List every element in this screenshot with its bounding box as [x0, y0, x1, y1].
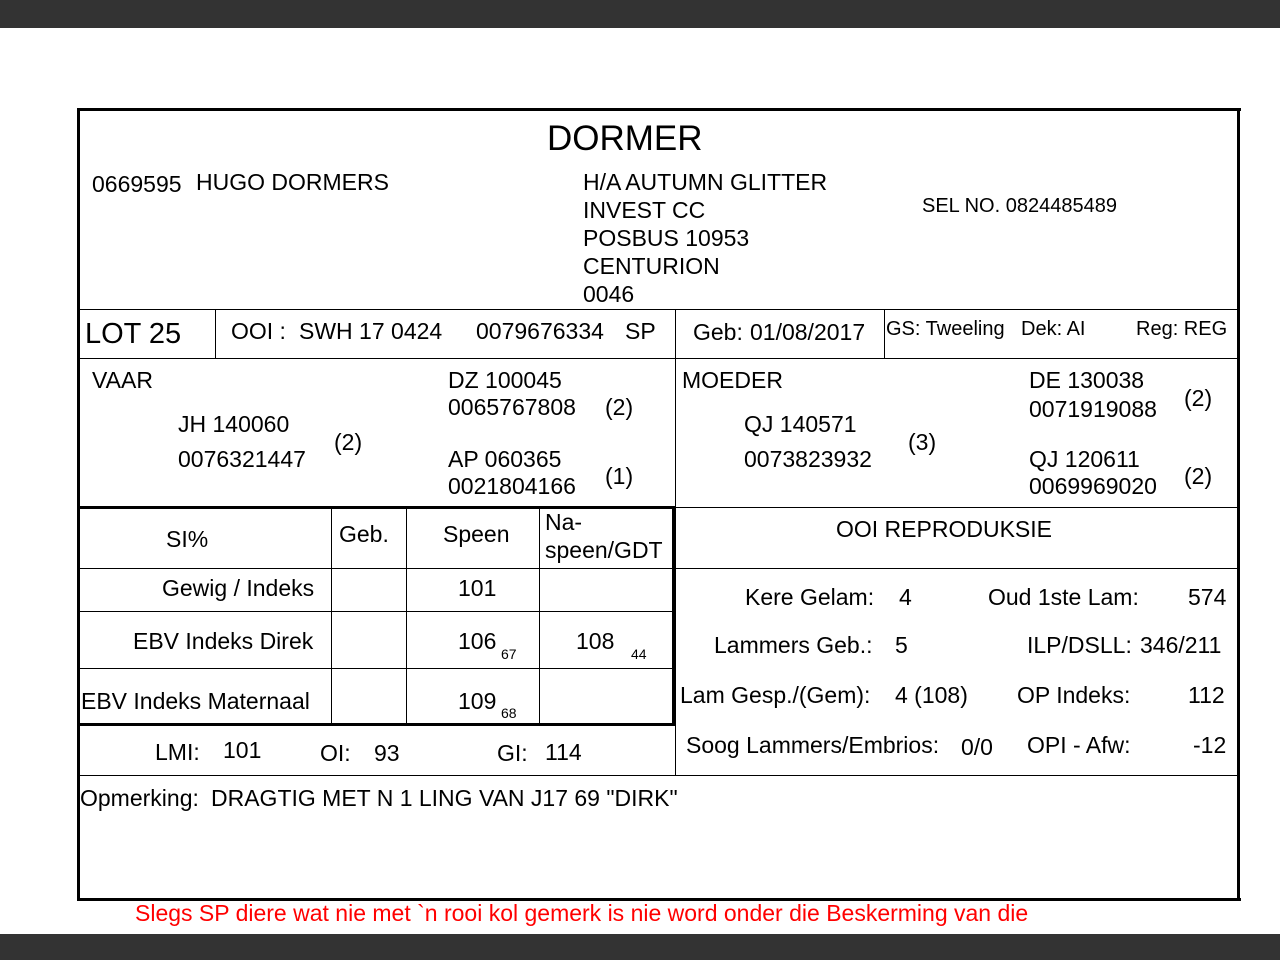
si-row-1-speen: 101	[458, 575, 497, 601]
lam-gesp-label: Lam Gesp./(Gem):	[680, 682, 871, 708]
lam-gesp-value: 4 (108)	[895, 682, 968, 708]
sire-sire-id: DZ 100045	[448, 367, 562, 393]
rule-lot-bottom	[78, 358, 1238, 359]
si-header-speen: Speen	[443, 521, 510, 547]
opi-label: OPI - Afw:	[1027, 732, 1131, 758]
sire-dam-count: (1)	[605, 463, 634, 489]
si-header-naspeen-2: speen/GDT	[545, 537, 663, 563]
owner-line-1: H/A AUTUMN GLITTER	[583, 169, 828, 195]
rule-si-table-right	[672, 506, 675, 726]
dam-dam-count: (2)	[1184, 463, 1213, 489]
phone-number: SEL NO. 0824485489	[922, 195, 1117, 217]
si-row-3-label: EBV Indeks Maternaal	[81, 688, 310, 714]
born-label: Geb:	[693, 319, 743, 345]
si-row-2-speen: 106	[458, 628, 497, 654]
owner-line-4: CENTURION	[583, 253, 720, 279]
si-header-geb: Geb.	[339, 521, 389, 547]
rule-indices-bottom	[78, 775, 1238, 776]
ewe-class: SP	[625, 318, 656, 344]
ewe-id: SWH 17 0424	[299, 318, 443, 344]
rule-si-col-naspeen	[539, 507, 540, 724]
si-row-2-label: EBV Indeks Direk	[133, 628, 314, 654]
dam-count: (3)	[908, 429, 937, 455]
rule-header-bottom	[78, 309, 1238, 310]
ewe-reg-no: 0079676334	[476, 318, 604, 344]
owner-line-3: POSBUS 10953	[583, 225, 750, 251]
rule-si-row2-bottom	[78, 668, 675, 669]
rule-si-col-speen	[406, 507, 407, 724]
lammers-geb-label: Lammers Geb.:	[714, 632, 873, 658]
lmi-value: 101	[223, 737, 262, 763]
remark-text: DRAGTIG MET N 1 LING VAN J17 69 "DIRK"	[211, 785, 678, 811]
oud-value: 574	[1188, 584, 1227, 610]
rule-pedigree-bottom-right	[675, 507, 1238, 508]
rule-repro-header-bottom	[675, 568, 1238, 569]
kere-gelam-label: Kere Gelam:	[745, 584, 875, 610]
rule-pedigree-bottom-left	[78, 506, 675, 509]
opi-value: -12	[1193, 732, 1227, 758]
sire-count: (2)	[334, 429, 363, 455]
card-right-border	[1237, 108, 1240, 901]
status-dek: Dek: AI	[1021, 318, 1086, 340]
op-value: 112	[1188, 682, 1225, 708]
sire-dam-id: AP 060365	[448, 446, 562, 472]
si-row-2-naspeen-accuracy: 44	[631, 646, 647, 662]
owner-line-2: INVEST CC	[583, 197, 706, 223]
lmi-label: LMI:	[155, 739, 200, 765]
dam-sire-id: DE 130038	[1029, 367, 1145, 393]
rule-center-divider	[675, 309, 676, 775]
rule-status-divider	[884, 309, 885, 358]
si-row-1-label: Gewig / Indeks	[162, 575, 315, 601]
born-date: 01/08/2017	[750, 319, 866, 345]
card-left-border	[77, 108, 80, 901]
breeder-number: 0669595	[92, 171, 182, 197]
ilp-label: ILP/DSLL:	[1027, 632, 1132, 658]
si-row-3-speen: 109	[458, 688, 497, 714]
card-top-border	[77, 108, 1241, 111]
lammers-geb-value: 5	[895, 632, 908, 658]
sire-sire-count: (2)	[605, 394, 634, 420]
rule-si-row1-bottom	[78, 611, 675, 612]
dam-dam-id: QJ 120611	[1029, 446, 1140, 472]
top-dark-bar	[0, 0, 1280, 28]
si-header-label: SI%	[166, 526, 209, 552]
si-header-naspeen-1: Na-	[545, 509, 583, 535]
ewe-label: OOI :	[231, 318, 286, 344]
rule-si-col-geb	[331, 507, 332, 724]
breeder-name: HUGO DORMERS	[196, 169, 389, 195]
kere-gelam-value: 4	[899, 584, 912, 610]
sire-sire-no: 0065767808	[448, 394, 576, 420]
dam-heading: MOEDER	[682, 367, 783, 393]
oud-label: Oud 1ste Lam:	[988, 584, 1139, 610]
sire-no: 0076321447	[178, 446, 306, 472]
owner-line-5: 0046	[583, 281, 635, 307]
dam-dam-no: 0069969020	[1029, 473, 1157, 499]
oi-value: 93	[374, 740, 400, 766]
status-reg: Reg: REG	[1136, 318, 1228, 340]
oi-label: OI:	[320, 740, 351, 766]
footer-note: Slegs SP diere wat nie met `n rooi kol gemerk is nie word onder die Beskerming van die	[135, 900, 1029, 926]
soog-value: 0/0	[961, 734, 993, 760]
dam-id: QJ 140571	[744, 411, 857, 437]
si-row-2-speen-accuracy: 67	[501, 646, 517, 662]
reproduction-heading: OOI REPRODUKSIE	[836, 516, 1052, 542]
gi-value: 114	[545, 739, 582, 765]
si-row-3-speen-accuracy: 68	[501, 705, 517, 721]
dam-no: 0073823932	[744, 446, 872, 472]
rule-si-table-bottom	[78, 723, 675, 726]
rule-lot-divider	[215, 309, 216, 358]
op-label: OP Indeks:	[1017, 682, 1131, 708]
bottom-dark-bar	[0, 934, 1280, 960]
lot-number: LOT 25	[85, 318, 182, 350]
remark-label: Opmerking:	[80, 785, 199, 811]
dam-sire-count: (2)	[1184, 385, 1213, 411]
status-gs: GS: Tweeling	[886, 318, 1005, 340]
si-row-2-naspeen: 108	[576, 628, 615, 654]
ilp-value: 346/211	[1140, 632, 1222, 658]
sire-id: JH 140060	[178, 411, 290, 437]
sire-dam-no: 0021804166	[448, 473, 576, 499]
sire-heading: VAAR	[92, 367, 153, 393]
dam-sire-no: 0071919088	[1029, 396, 1157, 422]
rule-si-header-bottom	[78, 568, 675, 569]
soog-label: Soog Lammers/Embrios:	[686, 732, 940, 758]
gi-label: GI:	[497, 740, 528, 766]
page-title: DORMER	[547, 119, 703, 158]
